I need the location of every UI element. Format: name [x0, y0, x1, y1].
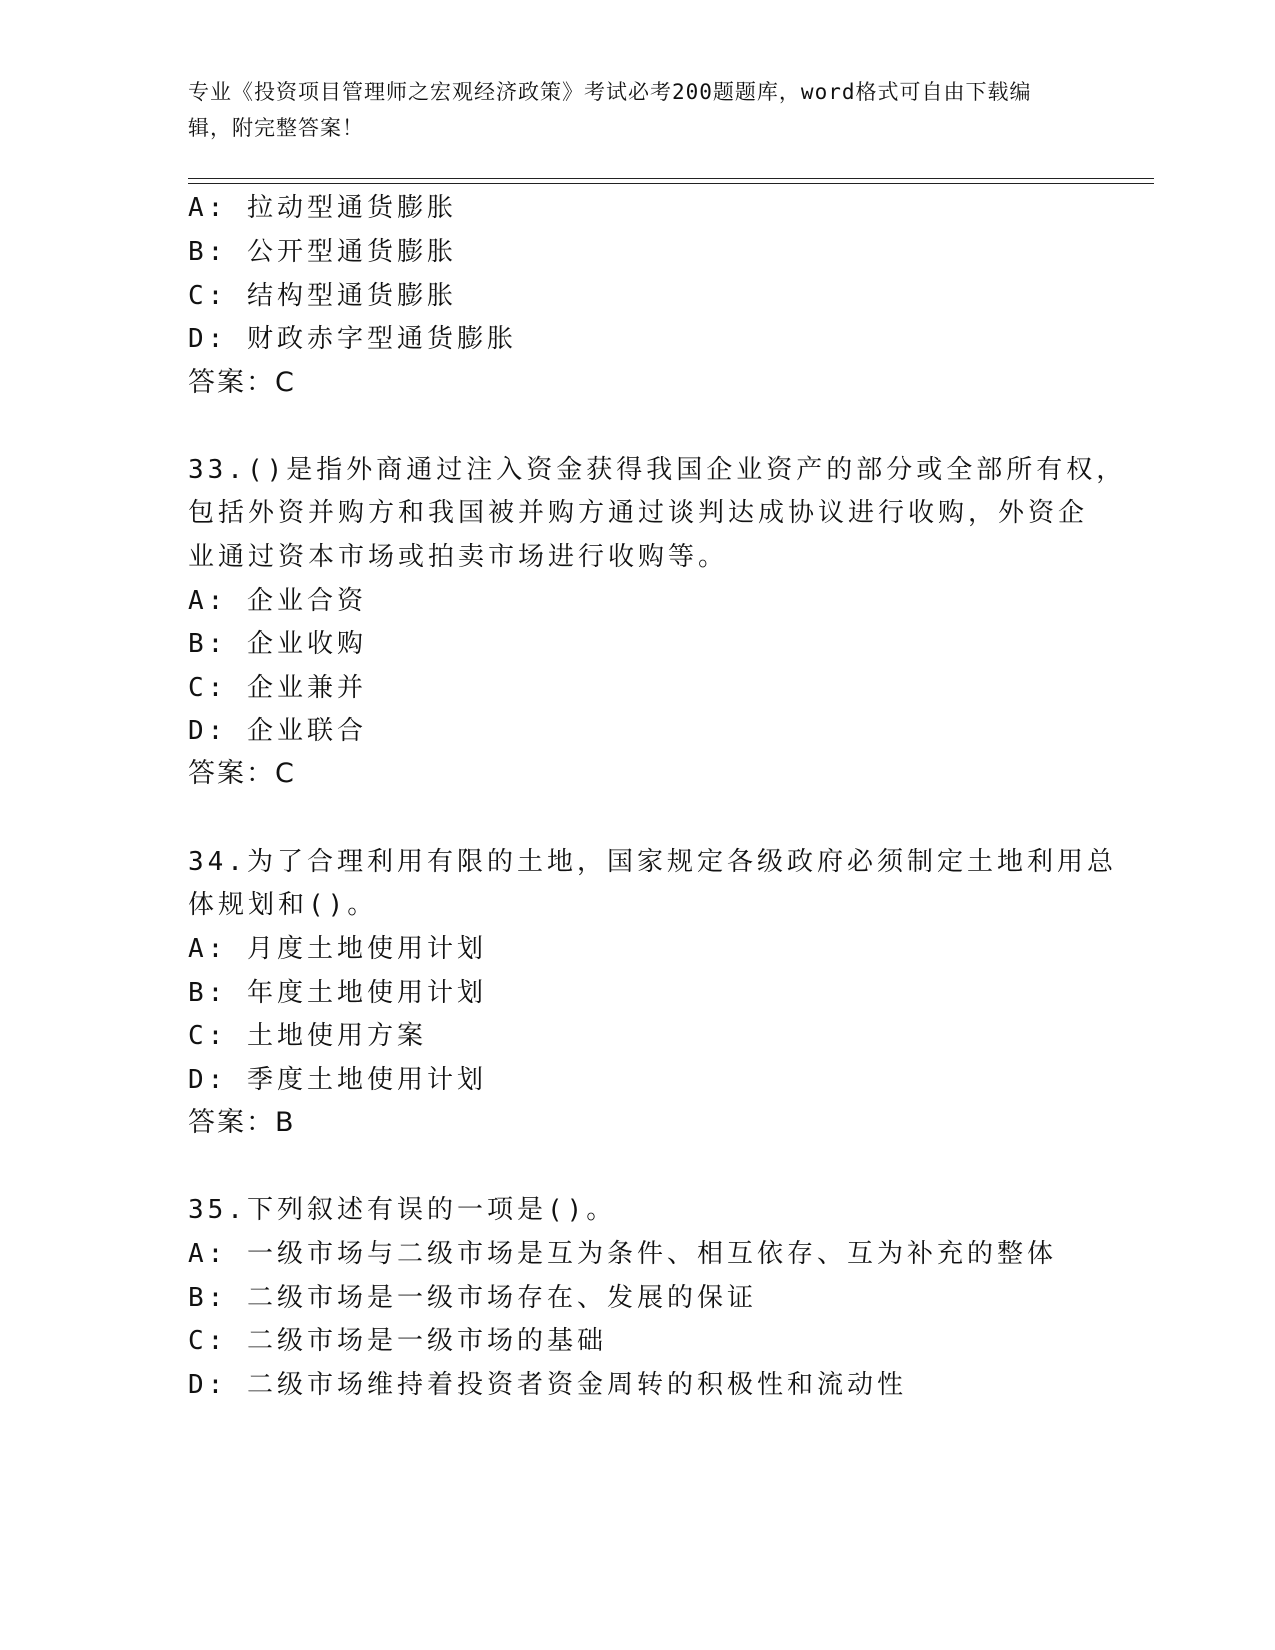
question-stem-line: 33.()是指外商通过注入资金获得我国企业资产的部分或全部所有权，: [188, 455, 1127, 485]
option-a: A: 一级市场与二级市场是互为条件、相互依存、互为补充的整体: [188, 1239, 1057, 1269]
option-c: C: 结构型通货膨胀: [188, 281, 457, 311]
question-stem-line: 包括外资并购方和我国被并购方通过谈判达成协议进行收购，外资企: [188, 498, 1089, 528]
question-stem-line: 35.下列叙述有误的一项是()。: [188, 1195, 617, 1225]
option-a: A: 企业合资: [188, 586, 367, 616]
option-a: A: 月度土地使用计划: [188, 934, 487, 964]
option-b: B: 公开型通货膨胀: [188, 237, 457, 267]
option-b: B: 二级市场是一级市场存在、发展的保证: [188, 1283, 757, 1313]
option-d: D: 二级市场维持着投资者资金周转的积极性和流动性: [188, 1370, 907, 1400]
option-c: C: 土地使用方案: [188, 1021, 427, 1051]
question-stem-line: 34.为了合理利用有限的土地，国家规定各级政府必须制定土地利用总: [188, 847, 1117, 877]
document-header: 专业《投资项目管理师之宏观经济政策》考试必考200题题库，word格式可自由下载编辑，附完整答案！: [188, 80, 1032, 140]
header-divider-bottom: [188, 183, 1154, 184]
answer: 答案：B: [188, 1107, 296, 1138]
question-stem-line: 体规划和()。: [188, 890, 378, 920]
option-b: B: 年度土地使用计划: [188, 978, 487, 1008]
option-d: D: 企业联合: [188, 716, 367, 746]
option-b: B: 企业收购: [188, 629, 367, 659]
answer: 答案：C: [188, 367, 296, 398]
header-divider-top: [188, 178, 1154, 179]
option-a: A: 拉动型通货膨胀: [188, 193, 457, 223]
option-c: C: 二级市场是一级市场的基础: [188, 1326, 607, 1356]
question-stem-line: 业通过资本市场或拍卖市场进行收购等。: [188, 542, 729, 572]
option-d: D: 季度土地使用计划: [188, 1065, 487, 1095]
answer: 答案：C: [188, 758, 296, 789]
option-d: D: 财政赤字型通货膨胀: [188, 324, 517, 354]
option-c: C: 企业兼并: [188, 673, 367, 703]
